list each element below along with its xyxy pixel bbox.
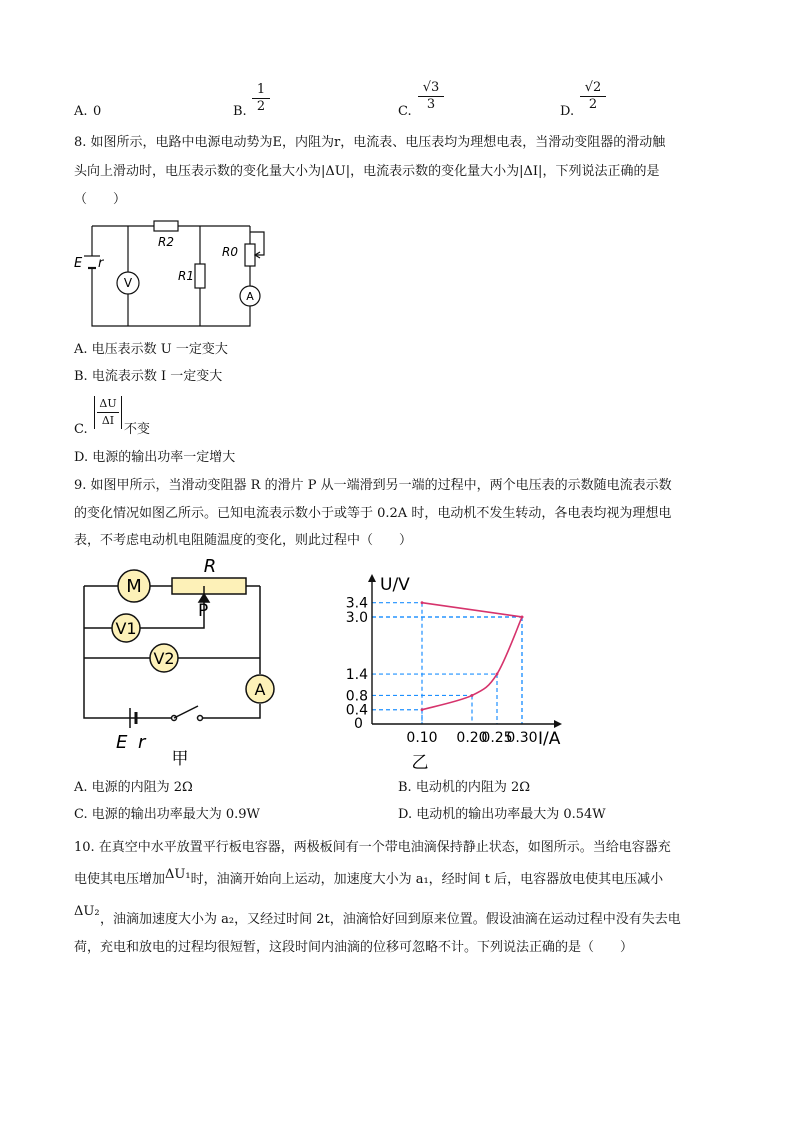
q9-v2-label: V2 xyxy=(153,649,175,668)
q7-option-d-denominator: 2 xyxy=(588,97,598,112)
y-axis-arrow xyxy=(368,574,376,582)
x-axis-arrow xyxy=(554,720,562,728)
q8-option-d: D. 电源的输出功率一定增大 xyxy=(74,450,236,465)
q9-caption-jia: 甲 xyxy=(171,749,189,769)
q7-option-c-fraction xyxy=(418,80,444,113)
q9-label-p: P xyxy=(198,601,209,621)
q9-option-d: D. 电动机的输出功率最大为 0.54W xyxy=(398,807,606,822)
q9-graph-guides xyxy=(372,603,522,724)
q10-stem-line-4: 荷，充电和放电的过程均很短暂，这段时间内油滴的位移可忽略不计。下列说法正确的是（ ） xyxy=(74,940,634,955)
q7-option-b-denominator: 2 xyxy=(256,99,266,114)
series-1-point-3 xyxy=(521,616,524,619)
q8-stem-line-2-c: ，下列说法正确的是 xyxy=(542,164,660,179)
q8-rheostat-r0 xyxy=(245,244,255,266)
q8-option-c-abs xyxy=(94,396,122,429)
series-0-point-0 xyxy=(421,601,424,604)
q8-option-c-tail: 不变 xyxy=(124,422,151,437)
series-1-point-2 xyxy=(496,673,499,676)
q8-voltmeter-label: V xyxy=(123,276,133,290)
q8-option-c-letter: C. xyxy=(74,422,88,437)
q8-stem-line-2-a: 头向上滑动时，电压表示数的变化量大小为 xyxy=(74,164,322,179)
q8-circuit-diagram xyxy=(70,212,290,334)
q10-stem-line-3: ，油滴加速度大小为 a₂，又经过时间 2t，油滴恰好回到原来位置。假设油滴在运动过程中没有失去电 xyxy=(100,912,681,927)
q8-delta-u: |ΔU| xyxy=(321,164,351,179)
q8-resistor-r1 xyxy=(195,264,205,288)
q8-stem-line-1: 8. 如图所示，电路中电源电动势为E，内阻为r，电流表、电压表均为理想电表，当滑动变阻器的滑动触 xyxy=(74,135,666,150)
q8-option-a: A. 电压表示数 U 一定变大 xyxy=(74,342,228,357)
series-1-point-1 xyxy=(471,694,474,697)
q8-answer-paren: （ ） xyxy=(74,192,127,207)
x-tick-label-2: 0.25 xyxy=(481,730,513,746)
q9-option-c: C. 电源的输出功率最大为 0.9W xyxy=(74,807,260,822)
q9-graph-y-label: U/V xyxy=(380,575,410,595)
y-tick-label-1: 0.8 xyxy=(345,688,368,705)
q7-option-b-letter: B. xyxy=(233,104,247,119)
q8-stem-line-2 xyxy=(74,162,659,182)
q8-option-c-fraction xyxy=(97,396,119,429)
q9-ammeter-label: A xyxy=(254,680,266,699)
q9-ui-graph-yi xyxy=(330,572,580,776)
q10-stem-line-2 xyxy=(74,867,664,890)
y-tick-label-0: 0.4 xyxy=(345,702,368,719)
q7-option-d-letter: D. xyxy=(560,104,575,119)
q7-option-d-numerator: √2 xyxy=(580,80,606,97)
q7-option-d-fraction xyxy=(580,80,606,113)
q8-option-b: B. 电流表示数 I 一定变大 xyxy=(74,369,223,384)
q9-switch-contact xyxy=(198,716,203,721)
q8-label-e: E xyxy=(74,256,83,271)
q9-rheostat-r xyxy=(172,578,246,594)
q7-option-c-denominator: 3 xyxy=(426,97,436,112)
q8-option-c-numerator: ΔU xyxy=(97,396,119,413)
q9-switch-lever xyxy=(174,706,198,718)
q7-option-b-fraction xyxy=(252,82,270,115)
q9-graph-axes xyxy=(368,574,562,728)
q9-graph-curves xyxy=(421,601,524,711)
q7-option-a-value: 0 xyxy=(93,104,102,119)
series-1-point-0 xyxy=(421,708,424,711)
q10-stem-line-2-b: 时，油滴开始向上运动，加速度大小为 a₁，经时间 t 后，电容器放电使其电压减小 xyxy=(190,872,664,887)
q9-graph-origin: 0 xyxy=(354,716,363,732)
x-tick-label-1: 0.20 xyxy=(456,730,488,746)
y-tick-label-2: 1.4 xyxy=(345,667,368,684)
q9-graph-x-label: I/A xyxy=(538,729,561,749)
series-curve-0 xyxy=(422,603,522,617)
q10-stem-line-1: 10. 在真空中水平放置平行板电容器，两极板间有一个带电油滴保持静止状态，如图所示。当给电容器充 xyxy=(74,840,671,855)
q9-circuit-diagram-jia xyxy=(70,556,290,772)
q8-label-r0: R0 xyxy=(222,245,238,259)
q8-delta-i: |ΔI| xyxy=(519,164,543,179)
q9-label-r-internal: r xyxy=(138,732,146,753)
x-tick-label-0: 0.10 xyxy=(406,730,438,746)
y-tick-label-4: 3.4 xyxy=(345,595,368,612)
q7-option-c-numerator: √3 xyxy=(418,80,444,97)
q10-delta-u2: ΔU₂ xyxy=(74,904,100,919)
q9-stem-line-1: 9. 如图甲所示，当滑动变阻器 R 的滑片 P 从一端滑到另一端的过程中，两个电压表的示数随电流表示数 xyxy=(74,478,672,493)
q9-label-r: R xyxy=(203,556,217,577)
q8-stem-line-2-b: ，电流表示数的变化量大小为 xyxy=(350,164,520,179)
q9-motor-label: M xyxy=(126,576,142,597)
q7-option-a-letter: A. xyxy=(74,104,88,119)
q8-label-r2: R2 xyxy=(158,235,174,249)
q9-stem-line-2: 的变化情况如图乙所示。已知电流表示数小于或等于 0.2A 时，电动机不发生转动，各电表均视为理想电 xyxy=(74,506,672,521)
q10-stem-line-2-a: 电使其电压增加 xyxy=(74,872,166,887)
q8-label-r1: R1 xyxy=(178,269,194,283)
q8-resistor-r2 xyxy=(154,221,178,231)
y-tick-label-3: 3.0 xyxy=(345,609,368,626)
q9-v1-label: V1 xyxy=(115,619,137,638)
q7-option-b-numerator: 1 xyxy=(252,82,270,99)
q8-option-c-denominator: ΔI xyxy=(101,414,115,427)
q9-stem-line-3: 表，不考虑电动机电阻随温度的变化，则此过程中（ ） xyxy=(74,533,413,548)
q9-caption-yi: 乙 xyxy=(411,753,429,773)
q9-label-e: E xyxy=(116,732,128,753)
q8-ammeter-label: A xyxy=(246,290,254,303)
q7-option-c-letter: C. xyxy=(398,104,412,119)
q10-delta-u1: ΔU₁ xyxy=(165,867,191,882)
q8-label-r: r xyxy=(98,256,104,271)
q9-option-b: B. 电动机的内阻为 2Ω xyxy=(398,780,530,795)
q9-option-a: A. 电源的内阻为 2Ω xyxy=(74,780,193,795)
x-tick-label-3: 0.30 xyxy=(506,730,538,746)
